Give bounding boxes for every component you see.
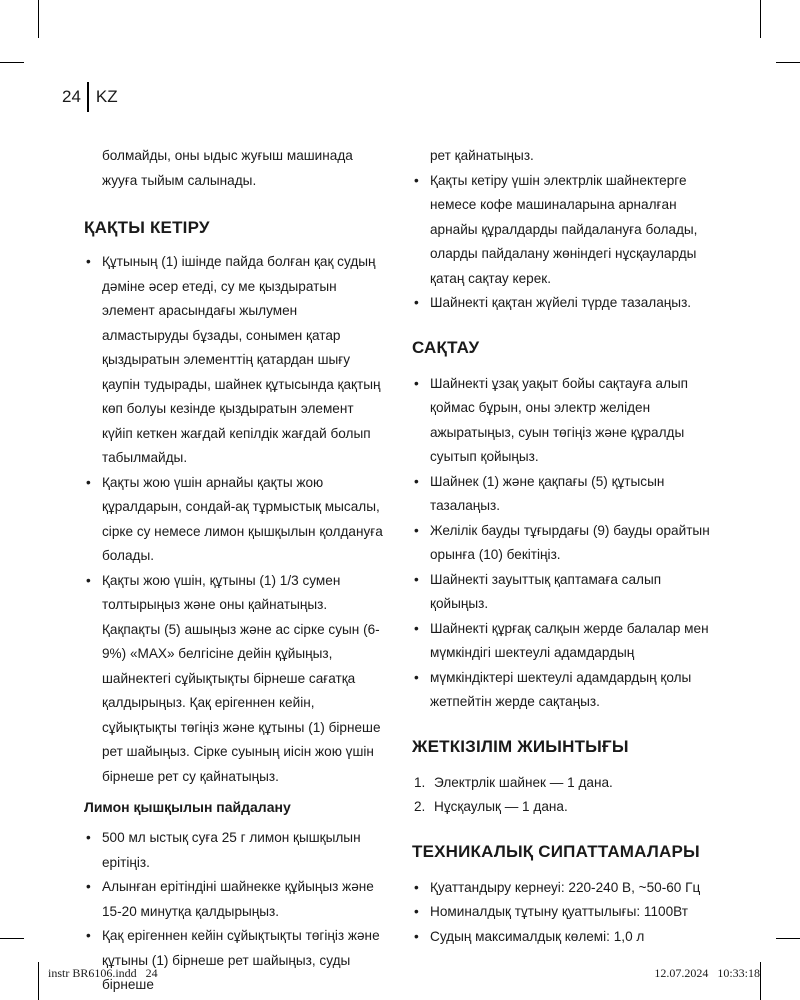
storage-heading: САҚТАУ	[412, 337, 480, 357]
list-item-text: Электрлік шайнек — 1 дана.	[434, 774, 613, 790]
continued-text: рет қайнатыңыз.	[430, 148, 534, 163]
list-item: • Құтының (1) ішінде пайда болған қақ судың дәміне әсер етеді, су ме қыздыратын элемент арасындағы жылумен алмастыруды бұзады, сонымен қатар қыздыратын элементтің қатардан шығу қаупін тудырады, шайнек құтысында қақтың көп болуы кезінде қыздыратын элемент күйіп кеткен жағдай кепілдік жағдай болып табылмайды.	[84, 250, 384, 471]
crop-mark	[38, 962, 39, 1000]
footer-timestamp: 12.07.2024 10:33:18	[654, 966, 760, 980]
list-item: • Номиналдық тұтыну қуаттылығы: 1100Вт	[412, 900, 712, 925]
list-item: • 500 мл ыстық суға 25 г лимон қышқылын ерітіңіз.	[84, 826, 384, 875]
header-divider	[87, 82, 89, 112]
specs-heading: ТЕХНИКАЛЫҚ СИПАТТАМАЛАРЫ	[412, 841, 700, 861]
crop-mark	[776, 62, 800, 63]
crop-mark	[760, 0, 761, 38]
page-header	[62, 82, 118, 112]
list-item: • Шайнек (1) және қақпағы (5) құтысын тазалаңыз.	[412, 470, 712, 519]
delivery-kit-list	[412, 771, 712, 820]
list-item: • Қуаттандыру кернеуі: 220-240 В, ~50-60 Гц	[412, 876, 712, 901]
crop-mark	[776, 938, 800, 939]
list-number: 1.	[414, 774, 426, 790]
right-column	[412, 144, 712, 949]
storage-list	[412, 372, 712, 715]
citric-acid-heading: Лимон қышқылын пайдалану	[84, 799, 291, 815]
list-item: • мүмкіндіктері шектеулі адамдардың қолы жетпейтін жерде сақтаңыз.	[412, 666, 712, 715]
list-item: • Алынған ерітіндіні шайнекке құйыңыз және 15-20 минутқа қалдырыңыз.	[84, 875, 384, 924]
list-item: • Шайнекті құрғақ салқын жерде балалар мен мүмкіндігі шектеулі адамдардың	[412, 617, 712, 666]
descale-heading: ҚАҚТЫ КЕТІРУ	[84, 218, 210, 237]
language-code: KZ	[95, 87, 118, 106]
page-number: 24	[62, 87, 81, 106]
descale-list	[84, 250, 384, 789]
crop-mark	[760, 962, 761, 1000]
delivery-kit-heading: ЖЕТКІЗІЛІМ ЖИЫНТЫҒЫ	[412, 736, 629, 756]
footer-filename: instr BR6106.indd 24	[48, 966, 158, 980]
crop-mark	[0, 62, 24, 63]
list-item: • Судың максималдық көлемі: 1,0 л	[412, 925, 712, 950]
list-item: • Қақ ерігеннен кейін сұйықтықты төгіңіз және құтыны (1) бірнеше рет шайыңыз, суды бірнеше	[84, 924, 384, 998]
list-item: • Шайнекті ұзақ уақыт бойы сақтауға алып қоймас бұрын, оны электр желіден ажыратыңыз, суын төгіңіз және құралды суытып қойыңыз.	[412, 372, 712, 470]
continued-list	[412, 169, 712, 316]
list-item	[412, 771, 712, 796]
crop-mark	[38, 0, 39, 38]
list-number: 2.	[414, 799, 426, 814]
list-item: • Қақты жою үшін арнайы қақты жою құралдарын, сондай-ақ тұрмыстық мысалы, сірке су немесе лимон қышқылын қолдануға болады.	[84, 471, 384, 569]
left-column	[84, 144, 384, 998]
list-item: • Шайнекті қақтан жүйелі түрде тазалаңыз.	[412, 291, 712, 316]
list-item: • Қақты кетіру үшін электрлік шайнектерге немесе кофе машиналарына арналған арнайы құралдарды пайдалануға болады, оларды пайдалану жөніндегі нұсқауларды қатаң сақтау керек.	[412, 169, 712, 292]
list-item-text: Нұсқаулық — 1 дана.	[434, 799, 568, 814]
crop-mark	[0, 938, 24, 939]
list-item: • Шайнекті зауыттық қаптамаға салып қойыңыз.	[412, 568, 712, 617]
list-item: • Желілік бауды тұғырдағы (9) бауды орайтын орынға (10) бекітіңіз.	[412, 519, 712, 568]
list-item: • Қақты жою үшін, құтыны (1) 1/3 сумен толтырыңыз және оны қайнатыңыз. Қақпақты (5) ашыңыз және ас сірке суын (6-9%) «MAX» белгісіне дейін құйыңыз, шайнектегі сұйықтықты бірнеше сағатқа қалдырыңыз. Қақ ерігеннен кейін, сұйықтықты төгіңіз және құтыны (1) бірнеше рет шайыңыз. Сірке суының иісін жою үшін бірнеше рет су қайнатыңыз.	[84, 569, 384, 790]
specs-list	[412, 876, 712, 950]
list-item	[412, 795, 712, 820]
intro-paragraph: болмайды, оны ыдыс жуғыш машинада жууға тыйым салынады.	[102, 148, 353, 188]
